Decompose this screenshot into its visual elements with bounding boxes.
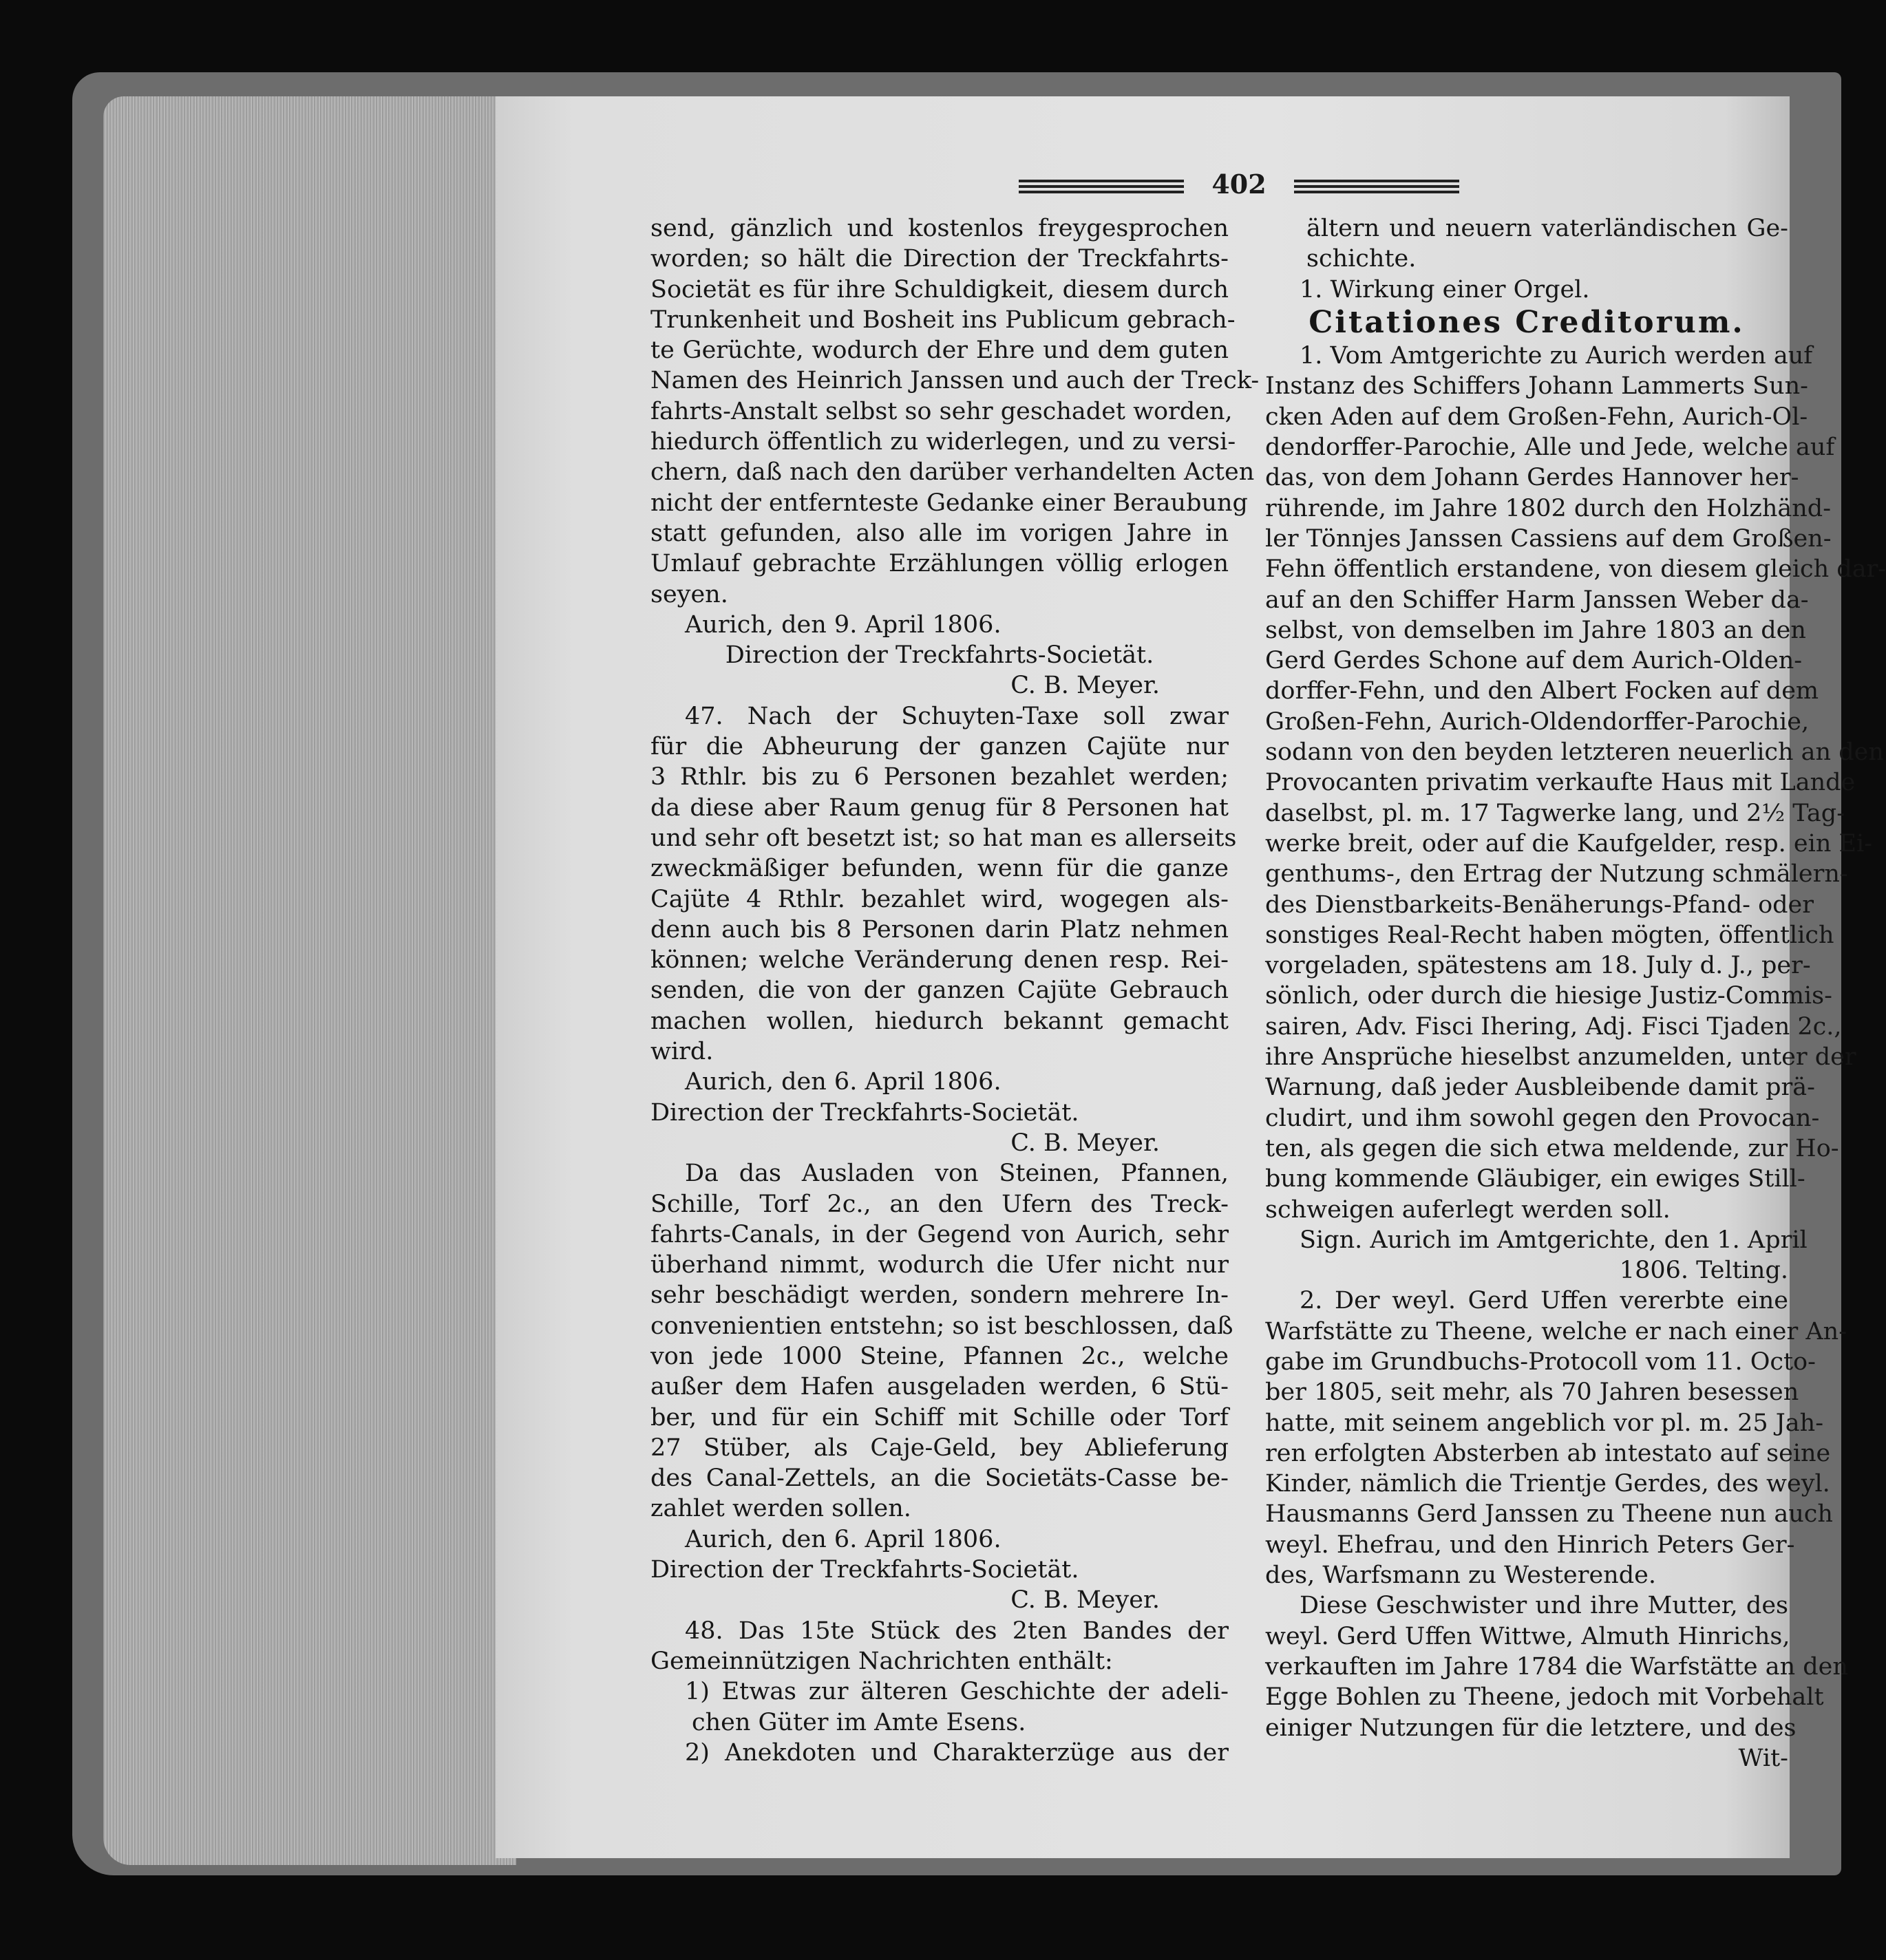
left-text-line: fahrts-Canals, in der Gegend von Aurich, sehr	[650, 1220, 1229, 1248]
header-rule-right	[1294, 180, 1459, 195]
right-text-line: Warfstätte zu Theene, welche er nach einer An-	[1265, 1317, 1847, 1345]
left-text-line: da diese aber Raum genug für 8 Personen hat	[650, 793, 1229, 822]
left-text-line: senden, die von der ganzen Cajüte Gebrauch	[650, 977, 1229, 1005]
left-text-line: C. B. Meyer.	[1010, 672, 1160, 700]
left-text-line: fahrts-Anstalt selbst so sehr geschadet worden,	[650, 397, 1233, 425]
right-text-line: Sign. Aurich im Amtgerichte, den 1. April	[1300, 1226, 1808, 1254]
left-text-line: C. B. Meyer.	[1010, 1586, 1160, 1615]
right-text-line: auf an den Schiffer Harm Janssen Weber da-	[1265, 586, 1809, 614]
right-text-line: ren erfolgten Absterben ab intestato auf seine	[1265, 1439, 1831, 1467]
left-text-line: Direction der Treckfahrts-Societät.	[650, 1098, 1079, 1127]
left-text-line: überhand nimmt, wodurch die Ufer nicht nur	[650, 1251, 1229, 1279]
right-text-line: ihre Ansprüche hieselbst anzumelden, unter der	[1265, 1043, 1856, 1072]
right-text-line: Fehn öffentlich erstandene, von diesem gleich dar-	[1265, 555, 1886, 584]
right-text-line: rührende, im Jahre 1802 durch den Holzhänd-	[1265, 494, 1832, 522]
right-text-line: daselbst, pl. m. 17 Tagwerke lang, und 2½ Tag-	[1265, 799, 1845, 827]
right-text-line: werke breit, oder auf die Kaufgelder, resp. ein Ei-	[1265, 829, 1873, 858]
left-text-line: zweckmäßiger befunden, wenn für die ganze	[650, 855, 1229, 883]
left-text-line: machen wollen, hiedurch bekannt gemacht	[650, 1007, 1229, 1035]
left-text-line: Direction der Treckfahrts-Societät.	[725, 641, 1154, 670]
right-text-line: Warnung, daß jeder Ausbleibende damit prä-	[1265, 1074, 1815, 1102]
right-text-line: ler Tönnjes Janssen Cassiens auf dem Großen-	[1265, 524, 1832, 553]
right-text-line: 1. Vom Amtgerichte zu Aurich werden auf	[1300, 342, 1813, 370]
left-text-line: zahlet werden sollen.	[650, 1495, 911, 1523]
left-text-line: seyen.	[650, 580, 728, 608]
left-text-line: worden; so hält die Direction der Treckfahrts-	[650, 245, 1229, 273]
left-text-line: 3 Rthlr. bis zu 6 Personen bezahlet werden;	[650, 763, 1229, 791]
left-text-line: Da das Ausladen von Steinen, Pfannen,	[685, 1160, 1229, 1188]
right-text-line: 2. Der weyl. Gerd Uffen vererbte eine	[1300, 1287, 1788, 1315]
right-text-line: dendorffer-Parochie, Alle und Jede, welche auf	[1265, 434, 1835, 462]
left-text-line: 48. Das 15te Stück des 2ten Bandes der	[685, 1617, 1229, 1645]
left-text-line: Gemeinnützigen Nachrichten enthält:	[650, 1647, 1113, 1675]
right-text-line: genthums-, den Ertrag der Nutzung schmälern-	[1265, 860, 1848, 888]
left-text-line: und sehr oft besetzt ist; so hat man es allerseits	[650, 824, 1237, 852]
right-text-line: Provocanten privatim verkaufte Haus mit Lande	[1265, 769, 1856, 797]
left-text-line: außer dem Hafen ausgeladen werden, 6 Stü-	[650, 1373, 1229, 1401]
left-text-line: 1) Etwas zur älteren Geschichte der adeli-	[685, 1678, 1229, 1706]
left-text-line: chen Güter im Amte Esens.	[692, 1708, 1026, 1736]
left-text-line: für die Abheurung der ganzen Cajüte nur	[650, 733, 1229, 761]
left-text-line: denn auch bis 8 Personen darin Platz nehmen	[650, 915, 1229, 944]
right-text-line: weyl. Gerd Uffen Wittwe, Almuth Hinrichs,	[1265, 1622, 1790, 1650]
right-text-line: das, von dem Johann Gerdes Hannover her-	[1265, 464, 1799, 492]
right-text-line: ten, als gegen die sich etwa meldende, zur Ho-	[1265, 1134, 1839, 1162]
right-text-line: Wit-	[1738, 1744, 1788, 1772]
left-text-line: hiedurch öffentlich zu widerlegen, und zu versi-	[650, 428, 1236, 456]
left-text-column	[650, 213, 1260, 1768]
right-text-line: des Dienstbarkeits-Benäherungs-Pfand- oder	[1265, 891, 1814, 919]
left-text-line: C. B. Meyer.	[1010, 1129, 1160, 1157]
left-text-line: Aurich, den 6. April 1806.	[685, 1525, 1002, 1553]
left-text-line: Direction der Treckfahrts-Societät.	[650, 1556, 1079, 1584]
right-text-line: Kinder, nämlich die Trientje Gerdes, des weyl.	[1265, 1470, 1830, 1498]
right-text-column	[1265, 213, 1886, 1773]
left-text-line: Aurich, den 9. April 1806.	[685, 610, 1002, 639]
left-text-line: Societät es für ihre Schuldigkeit, diesem durch	[650, 275, 1229, 303]
page-block-edge	[103, 96, 516, 1865]
left-text-line: können; welche Veränderung denen resp. Rei-	[650, 946, 1229, 974]
left-text-line: 27 Stüber, als Caje-Geld, bey Ablieferung	[650, 1434, 1229, 1462]
right-text-line: schichte.	[1306, 245, 1417, 273]
left-text-line: Namen des Heinrich Janssen und auch der Treck-	[650, 367, 1260, 395]
right-text-line: Gerd Gerdes Schone auf dem Aurich-Olden-	[1265, 647, 1803, 675]
left-text-line: Umlauf gebrachte Erzählungen völlig erlogen	[650, 550, 1229, 578]
right-text-line: sönlich, oder durch die hiesige Justiz-Commis-	[1265, 982, 1832, 1010]
right-text-line: einiger Nutzungen für die letztere, und des	[1265, 1714, 1797, 1742]
left-text-line: des Canal-Zettels, an die Societäts-Casse be-	[650, 1464, 1229, 1493]
left-text-line: Cajüte 4 Rthlr. bezahlet wird, wogegen als-	[650, 885, 1229, 913]
left-text-line: nicht der entfernteste Gedanke einer Beraubung	[650, 489, 1248, 517]
left-text-line: Trunkenheit und Bosheit ins Publicum gebrach-	[650, 306, 1236, 334]
right-text-line: Instanz des Schiffers Johann Lammerts Sun-	[1265, 372, 1808, 401]
right-text-line: sonstiges Real-Recht haben mögten, öffentlich	[1265, 921, 1834, 949]
right-text-line: cludirt, und ihm sowohl gegen den Provocan-	[1265, 1104, 1820, 1132]
right-text-line: ältern und neuern vaterländischen Ge-	[1306, 215, 1788, 242]
left-text-line: ber, und für ein Schiff mit Schille oder Torf	[650, 1403, 1229, 1431]
right-text-line: Hausmanns Gerd Janssen zu Theene nun auch	[1265, 1500, 1833, 1528]
right-text-line: 1. Wirkung einer Orgel.	[1300, 275, 1590, 303]
left-text-line: chern, daß nach den darüber verhandelten Acten	[650, 458, 1255, 487]
left-text-line: send, gänzlich und kostenlos freygesprochen	[650, 215, 1229, 242]
right-text-line: sairen, Adv. Fisci Ihering, Adj. Fisci Tjaden 2c.,	[1265, 1012, 1842, 1041]
left-text-line: von jede 1000 Steine, Pfannen 2c., welche	[650, 1342, 1229, 1370]
right-text-line: schweigen auferlegt werden soll.	[1265, 1195, 1671, 1224]
left-text-line: convenientien entstehn; so ist beschlossen, daß	[650, 1312, 1233, 1340]
right-text-line: dorffer-Fehn, und den Albert Focken auf dem	[1265, 677, 1819, 705]
page-number: 402	[1211, 169, 1267, 200]
left-text-line: sehr beschädigt werden, sondern mehrere In-	[650, 1281, 1229, 1310]
left-text-line: te Gerüchte, wodurch der Ehre und dem guten	[650, 337, 1229, 365]
left-text-line: Aurich, den 6. April 1806.	[685, 1068, 1002, 1096]
right-text-line: verkauften im Jahre 1784 die Warfstätte an den	[1265, 1652, 1848, 1681]
right-text-line: sodann von den beyden letzteren neuerlich an den	[1265, 738, 1884, 767]
right-text-line: Diese Geschwister und ihre Mutter, des	[1300, 1592, 1788, 1620]
right-text-line: Citationes Creditorum.	[1308, 304, 1745, 340]
right-text-line: gabe im Grundbuchs-Protocoll vom 11. Octo-	[1265, 1348, 1816, 1376]
right-text-line: selbst, von demselben im Jahre 1803 an den	[1265, 616, 1806, 644]
page-header	[1019, 169, 1459, 203]
left-text-line: 2) Anekdoten und Charakterzüge aus der	[685, 1738, 1229, 1767]
right-text-line: Großen-Fehn, Aurich-Oldendorffer-Parochie,	[1265, 707, 1810, 736]
right-text-line: des, Warfsmann zu Westerende.	[1265, 1562, 1656, 1590]
left-text-line: 47. Nach der Schuyten-Taxe soll zwar	[685, 702, 1229, 730]
right-text-line: Egge Bohlen zu Theene, jedoch mit Vorbehalt	[1265, 1683, 1824, 1712]
right-text-line: bung kommende Gläubiger, ein ewiges Still-	[1265, 1165, 1805, 1193]
right-text-line: hatte, mit seinem angeblich vor pl. m. 25 Jah-	[1265, 1409, 1824, 1437]
right-text-line: vorgeladen, spätestens am 18. July d. J., per-	[1265, 952, 1811, 980]
left-text-line: statt gefunden, also alle im vorigen Jahre in	[650, 519, 1229, 547]
right-text-line: 1806. Telting.	[1619, 1257, 1788, 1285]
right-text-line: cken Aden auf dem Großen-Fehn, Aurich-Ol-	[1265, 403, 1808, 431]
right-text-line: weyl. Ehefrau, und den Hinrich Peters Ger-	[1265, 1531, 1795, 1559]
left-text-line: Schille, Torf 2c., an den Ufern des Treck-	[650, 1190, 1229, 1218]
left-text-line: wird.	[650, 1038, 714, 1066]
right-text-line: ber 1805, seit mehr, als 70 Jahren besessen	[1265, 1378, 1799, 1407]
